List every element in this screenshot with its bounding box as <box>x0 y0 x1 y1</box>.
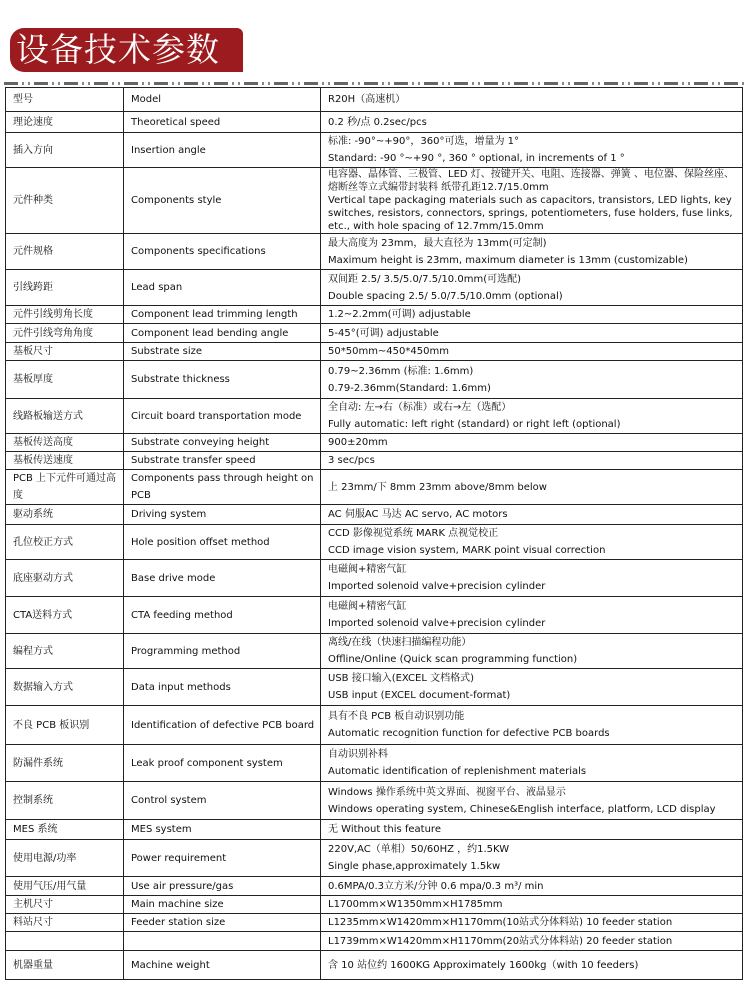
param-value <box>321 745 743 782</box>
value-line: Standard: -90 °~+90 °, 360 ° optional, in increments of 1 ° <box>328 153 625 164</box>
param-value <box>321 932 743 951</box>
spec-row <box>6 361 743 399</box>
param-value <box>321 820 743 840</box>
value-line: Imported solenoid valve+precision cylinder <box>328 581 546 592</box>
param-name-zh: 孔位校正方式 <box>6 525 124 560</box>
value-line: CCD 影像视觉系统 MARK 点视觉校正 <box>328 528 499 539</box>
param-value <box>321 133 743 168</box>
value-line: Fully automatic: left right (standard) or right left (optional) <box>328 419 621 430</box>
param-name-zh: 使用气压/用气量 <box>6 877 124 896</box>
param-name-zh <box>6 932 124 951</box>
value-line: L1739mm×W1420mm×H1170mm(20站式分体料站) 20 feeder station <box>328 935 673 947</box>
value-line: 0.79~2.36mm (标准: 1.6mm) <box>328 365 474 377</box>
section-title-banner: 设备技术参数 <box>10 28 243 72</box>
param-name-en <box>124 932 321 951</box>
value-line: AC 伺服AC 马达 AC servo, AC motors <box>328 509 508 520</box>
value-line: Maximum height is 23mm, maximum diameter is 13mm (customizable) <box>328 254 688 266</box>
param-name-zh: 料站尺寸 <box>6 914 124 932</box>
param-name-en: Driving system <box>124 505 321 525</box>
spec-row <box>6 270 743 306</box>
spec-row <box>6 505 743 525</box>
param-name-en: Programming method <box>124 634 321 669</box>
spec-row <box>6 932 743 951</box>
spec-row <box>6 877 743 896</box>
param-value <box>321 914 743 932</box>
param-value <box>321 597 743 634</box>
value-line: USB 接口输入(EXCEL 文档格式) <box>328 673 475 684</box>
value-line: 全自动: 左→右（标准）或右→左（选配） <box>328 402 512 413</box>
param-value <box>321 168 743 234</box>
param-name-zh: 元件引线剪角长度 <box>6 306 124 324</box>
spec-row <box>6 597 743 634</box>
spec-row <box>6 434 743 452</box>
param-value <box>321 361 743 399</box>
spec-row <box>6 669 743 706</box>
value-line: 1.2~2.2mm(可调) adjustable <box>328 309 471 320</box>
param-name-zh: MES 系统 <box>6 820 124 840</box>
spec-row <box>6 820 743 840</box>
value-line: Imported solenoid valve+precision cylinder <box>328 618 546 629</box>
value-line: CCD image vision system, MARK point visual correction <box>328 545 606 556</box>
value-line: Automatic recognition function for defective PCB boards <box>328 728 610 739</box>
spec-row <box>6 343 743 361</box>
spec-row <box>6 560 743 597</box>
spec-row <box>6 951 743 980</box>
param-name-en: Machine weight <box>124 951 321 980</box>
param-name-zh: 控制系统 <box>6 782 124 820</box>
param-name-zh: 防漏件系统 <box>6 745 124 782</box>
param-name-en: Lead span <box>124 270 321 306</box>
value-line: 5-45°(可调) adjustable <box>328 327 439 339</box>
value-line: USB input (EXCEL document-format) <box>328 690 511 701</box>
value-line: 电磁阀+精密气缸 <box>328 564 407 575</box>
param-value <box>321 840 743 877</box>
value-line: 无 Without this feature <box>328 824 441 835</box>
param-name-en: Substrate thickness <box>124 361 321 399</box>
param-value <box>321 525 743 560</box>
spec-row <box>6 470 743 505</box>
value-line: Offline/Online (Quick scan programming function) <box>328 654 578 665</box>
param-value <box>321 951 743 980</box>
param-value <box>321 634 743 669</box>
value-line: 0.6MPA/0.3立方米/分钟 0.6 mpa/0.3 m³/ min <box>328 880 544 892</box>
spec-row <box>6 782 743 820</box>
param-name-zh: 底座驱动方式 <box>6 560 124 597</box>
param-name-zh: 基板尺寸 <box>6 343 124 361</box>
param-name-en: Model <box>124 88 321 112</box>
param-name-zh: 元件种类 <box>6 168 124 234</box>
param-value <box>321 399 743 434</box>
param-name-en: Components pass through height on PCB <box>124 470 321 505</box>
param-value <box>321 452 743 470</box>
param-name-zh: 机器重量 <box>6 951 124 980</box>
value-line: 0.79-2.36mm(Standard: 1.6mm) <box>328 382 491 394</box>
value-line: 双间距 2.5/ 3.5/5.0/7.5/10.0mm(可选配) <box>328 273 521 285</box>
value-line: 3 sec/pcs <box>328 455 375 466</box>
param-value <box>321 470 743 505</box>
dashed-divider <box>4 82 746 85</box>
value-line: 900±20mm <box>328 437 388 448</box>
spec-row <box>6 840 743 877</box>
spec-row <box>6 706 743 745</box>
value-line: Vertical tape packaging materials such as capacitors, transistors, LED lights, key switches, resistors, connectors, springs, potentiometers, fuse holders, fuse links, etc., with hole spacing of 12.7mm/15.0mm <box>328 195 733 232</box>
param-value <box>321 270 743 306</box>
param-name-en: Substrate conveying height <box>124 434 321 452</box>
param-name-zh: 数据输入方式 <box>6 669 124 706</box>
param-value <box>321 782 743 820</box>
param-name-zh: 基板厚度 <box>6 361 124 399</box>
param-name-en: Insertion angle <box>124 133 321 168</box>
param-value <box>321 877 743 896</box>
spec-row <box>6 452 743 470</box>
param-name-en: Substrate transfer speed <box>124 452 321 470</box>
value-line: 自动识别补料 <box>328 749 388 760</box>
value-line: R20H（高速机） <box>328 94 406 105</box>
param-value <box>321 234 743 270</box>
value-line: Single phase,approximately 1.5kw <box>328 861 501 872</box>
param-name-zh: 基板传送高度 <box>6 434 124 452</box>
value-line: Windows operating system, Chinese&English interface, platform, LCD display <box>328 803 716 815</box>
param-name-en: CTA feeding method <box>124 597 321 634</box>
param-name-en: Substrate size <box>124 343 321 361</box>
spec-row <box>6 914 743 932</box>
param-name-en: Feeder station size <box>124 914 321 932</box>
param-name-zh: PCB 上下元件可通过高度 <box>6 470 124 505</box>
value-line: 0.2 秒/点 0.2sec/pcs <box>328 116 427 128</box>
value-line: 电容器、晶体管、三极管、LED 灯、按键开关、电阻、连接器、弹簧 、电位器、保险丝座、熔断丝等立式编带封装料 纸带孔距12.7/15.0mm <box>328 169 734 193</box>
param-name-zh: 元件引线弯角角度 <box>6 324 124 343</box>
spec-row <box>6 133 743 168</box>
param-value <box>321 88 743 112</box>
value-line: L1700mm×W1350mm×H1785mm <box>328 899 503 910</box>
value-line: 220V,AC（单相）50/60HZ ，约1.5KW <box>328 844 510 855</box>
param-value <box>321 343 743 361</box>
value-line: 电磁阀+精密气缸 <box>328 601 407 612</box>
param-name-zh: 引线跨距 <box>6 270 124 306</box>
value-line: 最大高度为 23mm，最大直径为 13mm(可定制) <box>328 237 547 249</box>
param-name-zh: 不良 PCB 板识别 <box>6 706 124 745</box>
param-name-en: Components specifications <box>124 234 321 270</box>
param-name-en: Data input methods <box>124 669 321 706</box>
param-name-en: Hole position offset method <box>124 525 321 560</box>
param-name-en: Theoretical speed <box>124 112 321 133</box>
param-name-zh: 插入方向 <box>6 133 124 168</box>
value-line: 离线/在线（快速扫描编程功能） <box>328 637 472 648</box>
param-name-en: Main machine size <box>124 896 321 914</box>
param-value <box>321 706 743 745</box>
param-name-en: Control system <box>124 782 321 820</box>
param-value <box>321 505 743 525</box>
param-value <box>321 324 743 343</box>
param-name-zh: 编程方式 <box>6 634 124 669</box>
value-line: 含 10 站位约 1600KG Approximately 1600kg（with 10 feeders) <box>328 959 639 971</box>
spec-row <box>6 306 743 324</box>
param-value <box>321 896 743 914</box>
spec-row <box>6 634 743 669</box>
value-line: Automatic identification of replenishment materials <box>328 766 587 777</box>
param-name-en: Identification of defective PCB board <box>124 706 321 745</box>
param-name-en: Component lead trimming length <box>124 306 321 324</box>
value-line: 具有不良 PCB 板自动识别功能 <box>328 711 465 722</box>
param-name-zh: 使用电源/功率 <box>6 840 124 877</box>
spec-row <box>6 168 743 234</box>
spec-row <box>6 399 743 434</box>
value-line: 50*50mm~450*450mm <box>328 346 449 357</box>
spec-row <box>6 525 743 560</box>
param-name-zh: 线路板输送方式 <box>6 399 124 434</box>
value-line: Double spacing 2.5/ 5.0/7.5/10.0mm (optional) <box>328 290 563 302</box>
spec-table <box>5 87 743 980</box>
param-name-zh: 理论速度 <box>6 112 124 133</box>
param-name-zh: 主机尺寸 <box>6 896 124 914</box>
spec-row <box>6 234 743 270</box>
spec-row <box>6 896 743 914</box>
param-name-en: Base drive mode <box>124 560 321 597</box>
value-line: 标准: -90°~+90°，360°可选，增量为 1° <box>328 136 519 147</box>
value-line: Windows 操作系统中英文界面、视窗平台、液晶显示 <box>328 786 566 798</box>
param-name-zh: 元件规格 <box>6 234 124 270</box>
param-value <box>321 306 743 324</box>
param-name-en: Leak proof component system <box>124 745 321 782</box>
spec-row <box>6 324 743 343</box>
param-name-zh: CTA送料方式 <box>6 597 124 634</box>
spec-row <box>6 112 743 133</box>
param-value <box>321 434 743 452</box>
param-name-en: Components style <box>124 168 321 234</box>
param-name-en: MES system <box>124 820 321 840</box>
param-name-en: Power requirement <box>124 840 321 877</box>
param-name-zh: 驱动系统 <box>6 505 124 525</box>
param-name-zh: 型号 <box>6 88 124 112</box>
spec-row <box>6 745 743 782</box>
param-name-en: Use air pressure/gas <box>124 877 321 896</box>
spec-row <box>6 88 743 112</box>
value-line: L1235mm×W1420mm×H1170mm(10站式分体料站) 10 feeder station <box>328 917 673 928</box>
param-name-en: Component lead bending angle <box>124 324 321 343</box>
value-line: 上 23mm/下 8mm 23mm above/8mm below <box>328 481 547 493</box>
param-value <box>321 669 743 706</box>
param-value <box>321 560 743 597</box>
param-name-en: Circuit board transportation mode <box>124 399 321 434</box>
param-value <box>321 112 743 133</box>
param-name-zh: 基板传送速度 <box>6 452 124 470</box>
